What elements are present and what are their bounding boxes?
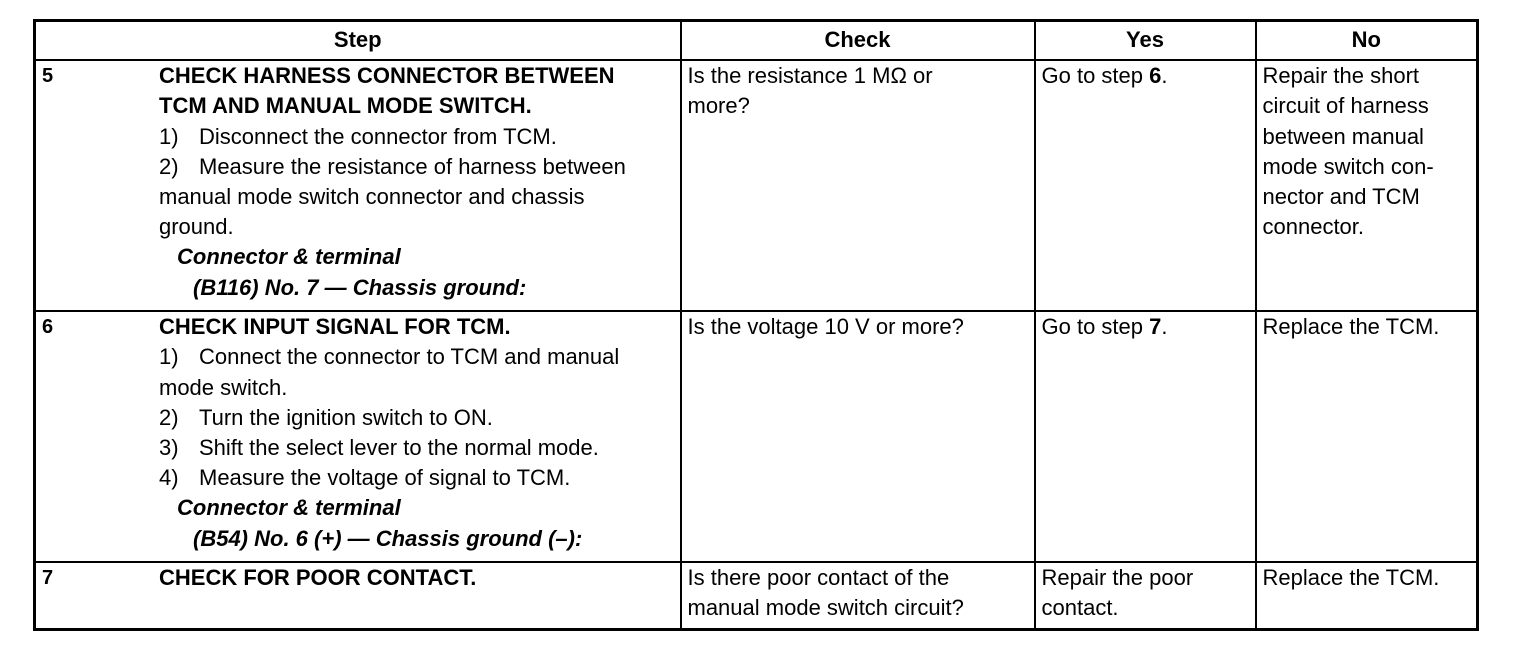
step-title: TCM AND MANUAL MODE SWITCH. (159, 93, 532, 119)
table-row (35, 60, 1478, 311)
table-row (35, 562, 1478, 629)
header-row (35, 21, 1478, 61)
procedure-step: 2) Turn the ignition switch to ON. (159, 404, 493, 430)
yes-cell: Go to step 6. (1035, 60, 1256, 311)
procedure-step-cont: mode switch. (159, 374, 288, 400)
header-yes: Yes (1035, 21, 1256, 61)
procedure-step-cont: ground. (159, 214, 234, 240)
connector-label: Connector & terminal (177, 244, 401, 270)
no-cell: Replace the TCM. (1256, 311, 1478, 562)
header-check: Check (681, 21, 1035, 61)
diagnostic-table (33, 19, 1479, 631)
connector-label: Connector & terminal (177, 495, 401, 521)
step-title: CHECK FOR POOR CONTACT. (159, 565, 477, 591)
check-cell: Is there poor contact of the manual mode switch circuit? (681, 562, 1035, 629)
procedure-step: 1) Disconnect the connector from TCM. (159, 123, 557, 149)
no-cell: Replace the TCM. (1256, 562, 1478, 629)
step-title: CHECK INPUT SIGNAL FOR TCM. (159, 314, 511, 340)
yes-cell: Repair the poor contact. (1035, 562, 1256, 629)
check-cell: Is the voltage 10 V or more? (681, 311, 1035, 562)
yes-cell: Go to step 7. (1035, 311, 1256, 562)
connector-value: (B116) No. 7 — Chassis ground: (193, 274, 527, 300)
step-number: 5 (42, 65, 54, 88)
procedure-step: 2) Measure the resistance of harness between (159, 153, 626, 179)
check-cell: Is the resistance 1 MΩ or more? (681, 60, 1035, 311)
step-number: 6 (42, 316, 54, 339)
step-number: 7 (42, 567, 54, 590)
table-row (35, 311, 1478, 562)
procedure-step-cont: manual mode switch connector and chassis (159, 183, 585, 209)
procedure-step: 4) Measure the voltage of signal to TCM. (159, 465, 571, 491)
step-cell (35, 562, 681, 629)
header-no: No (1256, 21, 1478, 61)
step-title: CHECK HARNESS CONNECTOR BETWEEN (159, 63, 615, 89)
procedure-step: 1) Connect the connector to TCM and manual (159, 344, 620, 370)
header-step: Step (35, 21, 681, 61)
step-cell (35, 60, 681, 311)
procedure-step: 3) Shift the select lever to the normal mode. (159, 434, 599, 460)
step-cell (35, 311, 681, 562)
connector-value: (B54) No. 6 (+) — Chassis ground (–): (193, 525, 583, 551)
no-cell: Repair the short circuit of harness between manual mode switch con- nector and TCM connector. (1256, 60, 1478, 311)
